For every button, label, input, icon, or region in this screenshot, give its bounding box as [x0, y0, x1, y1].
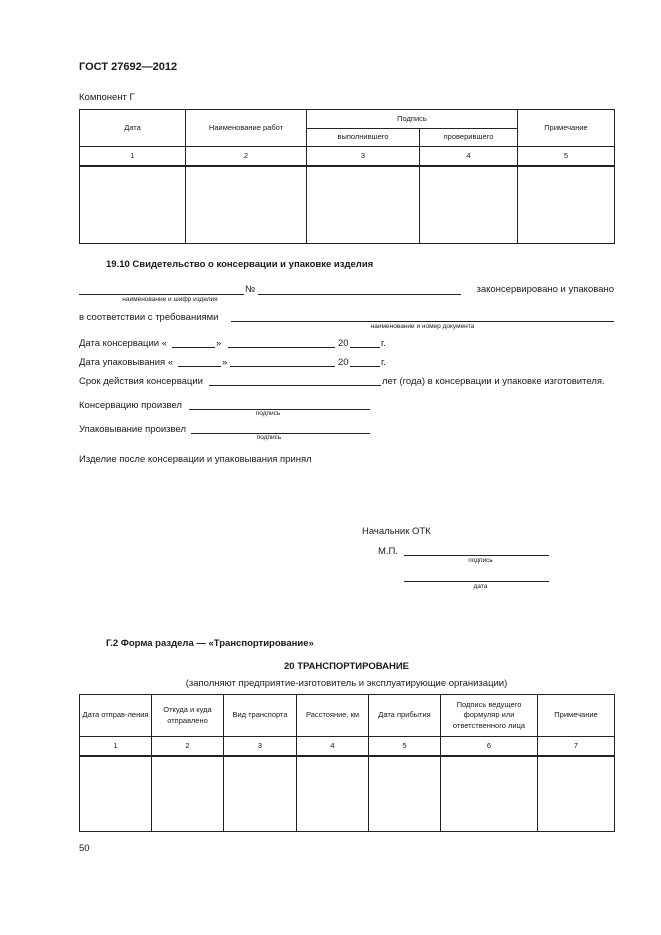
col-header-signature: Подпись ведущего формуляр или ответственного лица: [441, 695, 538, 737]
table-cell[interactable]: [186, 166, 307, 244]
col-number: 3: [224, 737, 297, 756]
otk-signature-field[interactable]: [404, 555, 549, 556]
year-suffix: г.: [381, 357, 386, 368]
conservation-month-field[interactable]: [228, 347, 335, 348]
table-cell[interactable]: [224, 756, 297, 832]
packing-day-field[interactable]: [178, 366, 221, 367]
transport-subtitle: (заполняют предприятие-изготовитель и эксплуатирующие организации): [185, 678, 508, 689]
col-number: 4: [297, 737, 369, 756]
col-number: 5: [518, 147, 615, 166]
document-field[interactable]: [231, 321, 614, 322]
table-row: [80, 756, 615, 832]
col-number: 4: [420, 147, 518, 166]
year-prefix: 20: [338, 357, 349, 368]
validity-label: Срок действия консервации: [79, 376, 203, 387]
col-number: 2: [152, 737, 224, 756]
works-table: [79, 109, 615, 244]
caption-product: наименование и шифр изделия: [122, 296, 218, 303]
col-header-note: Примечание: [518, 110, 615, 147]
table-cell[interactable]: [152, 756, 224, 832]
table-cell[interactable]: [538, 756, 615, 832]
packing-date-label: Дата упаковывания «: [79, 357, 174, 368]
year-suffix: г.: [381, 338, 386, 349]
packing-month-field[interactable]: [230, 366, 335, 367]
accepted-label: Изделие после консервации и упаковывания принял: [79, 454, 312, 465]
col-header-distance: Расстояние, км: [297, 695, 369, 737]
col-number: 5: [369, 737, 441, 756]
col-header-from-to: Откуда и куда отправлено: [152, 695, 224, 737]
year-prefix: 20: [338, 338, 349, 349]
standard-number: ГОСТ 27692—2012: [79, 61, 178, 73]
product-name-field[interactable]: [79, 294, 244, 295]
caption-signature: подпись: [256, 434, 282, 441]
table-cell[interactable]: [420, 166, 518, 244]
col-number: 7: [538, 737, 615, 756]
certificate-heading: 19.10 Свидетельство о консервации и упаковке изделия: [106, 259, 374, 270]
col-header-signature: Подпись: [307, 110, 518, 129]
col-number: 2: [186, 147, 307, 166]
transport-table: [79, 694, 615, 832]
col-number: 6: [441, 737, 538, 756]
col-header-transport-type: Вид транспорта: [224, 695, 297, 737]
table-cell[interactable]: [518, 166, 615, 244]
col-header-arrival-date: Дата прибытия: [369, 695, 441, 737]
caption-signature: подпись: [255, 410, 281, 417]
packing-by-label: Упаковывание произвел: [79, 424, 186, 435]
quote-close: »: [222, 357, 228, 368]
col-header-checked: проверившего: [420, 129, 518, 147]
otk-date-field[interactable]: [404, 581, 549, 582]
packing-year-field[interactable]: [350, 366, 380, 367]
col-number: 1: [80, 737, 152, 756]
col-header-work: Наименование работ: [186, 110, 307, 147]
otk-head-label: Начальник ОТК: [362, 526, 431, 537]
preserved-text: законсервировано и упаковано: [476, 284, 614, 295]
section-g2-heading: Г.2 Форма раздела — «Транспортирование»: [106, 638, 314, 649]
table-cell[interactable]: [307, 166, 420, 244]
conservation-date-label: Дата консервации «: [79, 338, 167, 349]
component-title: Компонент Г: [79, 92, 135, 103]
table-cell[interactable]: [369, 756, 441, 832]
accordance-label: в соответствии с требованиями: [79, 312, 219, 323]
table-cell[interactable]: [441, 756, 538, 832]
stamp-place-label: М.П.: [378, 546, 399, 557]
conservation-year-field[interactable]: [350, 347, 380, 348]
table-row: [80, 166, 615, 244]
conservation-day-field[interactable]: [172, 347, 215, 348]
col-header-dispatch-date: Дата отправ-ления: [80, 695, 152, 737]
page-number: 50: [79, 843, 90, 854]
col-number: 3: [307, 147, 420, 166]
col-header-executed: выполнившего: [307, 129, 420, 147]
validity-tail: лет (года) в консервации и упаковке изготовителя.: [382, 376, 605, 387]
col-number: 1: [80, 147, 186, 166]
transport-title: 20 ТРАНСПОРТИРОВАНИЕ: [283, 661, 410, 672]
quote-close: »: [216, 338, 222, 349]
col-header-date: Дата: [80, 110, 186, 147]
col-header-note: Примечание: [538, 695, 615, 737]
product-number-field[interactable]: [258, 294, 461, 295]
validity-field[interactable]: [209, 385, 381, 386]
caption-date: дата: [473, 583, 488, 590]
table-cell[interactable]: [297, 756, 369, 832]
conservation-by-label: Консервацию произвел: [79, 400, 182, 411]
table-cell[interactable]: [80, 756, 152, 832]
caption-signature: подпись: [468, 557, 493, 564]
table-cell[interactable]: [80, 166, 186, 244]
caption-document: наименование и номер документа: [370, 323, 475, 330]
number-sign: №: [245, 284, 256, 295]
